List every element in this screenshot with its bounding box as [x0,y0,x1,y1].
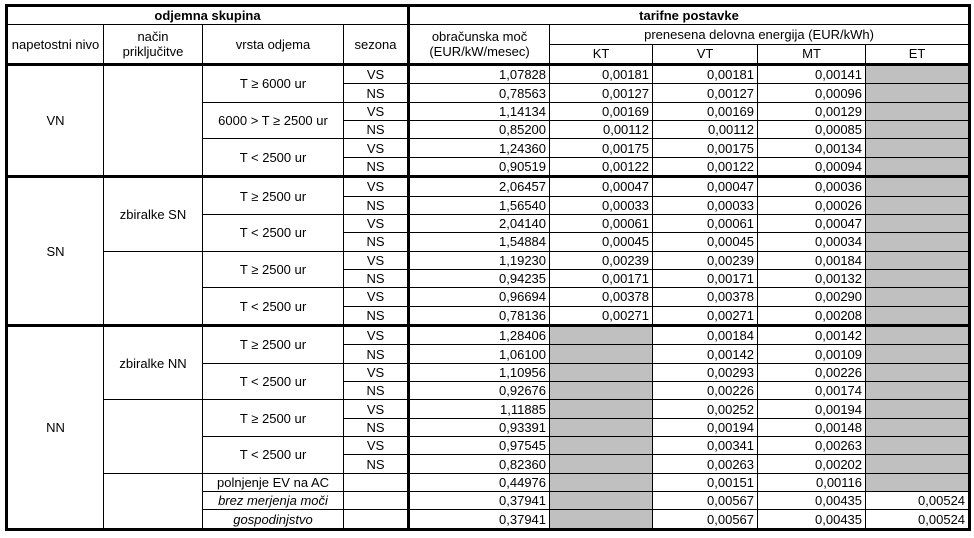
connection-type-cell [104,473,203,529]
season-cell [344,473,409,491]
vt-rate-cell: 0,00151 [653,473,758,491]
mt-rate-cell: 0,00026 [758,196,866,214]
season-cell: NS [344,196,409,214]
mt-rate-cell: 0,00194 [758,400,866,418]
consumption-type-cell: brez merjenja moči [203,492,344,510]
kt-rate-cell: 0,00171 [550,269,653,287]
power-rate-cell: 1,11885 [409,400,550,418]
vt-rate-cell: 0,00341 [653,437,758,455]
mt-rate-cell: 0,00047 [758,214,866,232]
consumption-type-cell: T < 2500 ur [203,214,344,251]
et-rate-cell [866,269,970,287]
season-cell: NS [344,121,409,139]
et-rate-cell [866,306,970,325]
mt-header: MT [758,44,866,64]
kt-rate-cell: 0,00047 [550,177,653,196]
kt-rate-cell [550,418,653,436]
kt-rate-cell: 0,00061 [550,214,653,232]
kt-rate-cell: 0,00181 [550,65,653,84]
vt-rate-cell: 0,00567 [653,492,758,510]
mt-rate-cell: 0,00174 [758,382,866,400]
connection-type-cell: zbiralke NN [104,325,203,399]
vt-rate-cell: 0,00263 [653,455,758,473]
mt-rate-cell: 0,00085 [758,121,866,139]
season-cell: VS [344,363,409,381]
power-rate-cell: 0,78136 [409,306,550,325]
kt-rate-cell [550,325,653,344]
table-row [7,65,970,84]
et-rate-cell [866,121,970,139]
kt-rate-cell: 0,00033 [550,196,653,214]
consumption-type-cell: gospodinjstvo [203,510,344,530]
kt-rate-cell [550,437,653,455]
et-rate-cell: 0,00524 [866,492,970,510]
kt-rate-cell: 0,00127 [550,84,653,102]
vt-rate-cell: 0,00181 [653,65,758,84]
vt-rate-cell: 0,00252 [653,400,758,418]
et-rate-cell [866,139,970,157]
et-rate-cell [866,363,970,381]
et-rate-cell [866,288,970,306]
table-row [7,400,970,418]
mt-rate-cell: 0,00141 [758,65,866,84]
power-rate-cell: 0,92676 [409,382,550,400]
vt-rate-cell: 0,00061 [653,214,758,232]
mt-rate-cell: 0,00148 [758,418,866,436]
power-rate-cell: 0,90519 [409,157,550,176]
consumption-type-cell: T < 2500 ur [203,288,344,326]
voltage-level-cell: VN [7,65,104,177]
season-cell: VS [344,177,409,196]
mt-rate-cell: 0,00202 [758,455,866,473]
consumption-type-cell: T ≥ 2500 ur [203,325,344,363]
mt-rate-cell: 0,00094 [758,157,866,176]
season-cell: NS [344,455,409,473]
vt-rate-cell: 0,00122 [653,157,758,176]
vt-rate-cell: 0,00194 [653,418,758,436]
consumption-type-cell: T < 2500 ur [203,139,344,177]
vt-rate-cell: 0,00127 [653,84,758,102]
kt-rate-cell [550,400,653,418]
et-rate-cell [866,157,970,176]
tariff-table [5,4,971,531]
kt-rate-cell: 0,00175 [550,139,653,157]
et-rate-cell [866,455,970,473]
season-cell: NS [344,269,409,287]
power-rate-cell: 1,14134 [409,102,550,120]
power-rate-cell: 1,07828 [409,65,550,84]
power-rate-cell: 1,28406 [409,325,550,344]
et-rate-cell [866,325,970,344]
season-cell: VS [344,102,409,120]
vt-rate-cell: 0,00271 [653,306,758,325]
power-rate-cell: 1,24360 [409,139,550,157]
mt-rate-cell: 0,00036 [758,177,866,196]
power-rate-cell: 0,97545 [409,437,550,455]
et-header: ET [866,44,970,64]
kt-rate-cell: 0,00271 [550,306,653,325]
voltage-header: napetostni nivo [7,25,104,65]
vt-rate-cell: 0,00112 [653,121,758,139]
vt-rate-cell: 0,00293 [653,363,758,381]
voltage-level-cell: SN [7,177,104,326]
table-row [7,473,970,491]
season-cell: NS [344,84,409,102]
connection-type-cell [104,400,203,473]
connection-type-cell [104,251,203,325]
season-cell: NS [344,382,409,400]
voltage-level-cell: NN [7,325,104,529]
consumption-type-cell: T ≥ 2500 ur [203,251,344,288]
power-rate-cell: 2,04140 [409,214,550,232]
season-cell: NS [344,306,409,325]
season-cell: VS [344,65,409,84]
vt-rate-cell: 0,00239 [653,251,758,269]
mt-rate-cell: 0,00435 [758,510,866,530]
consumption-type-cell: 6000 > T ≥ 2500 ur [203,102,344,139]
et-rate-cell: 0,00524 [866,510,970,530]
vt-rate-cell: 0,00169 [653,102,758,120]
et-rate-cell [866,177,970,196]
kt-header: KT [550,44,653,64]
kt-rate-cell [550,455,653,473]
mt-rate-cell: 0,00132 [758,269,866,287]
kt-rate-cell: 0,00378 [550,288,653,306]
tariff-header: tarifne postavke [409,6,970,25]
power-rate-cell: 1,56540 [409,196,550,214]
consumption-type-cell: T < 2500 ur [203,363,344,400]
season-cell: NS [344,418,409,436]
kt-rate-cell [550,510,653,530]
type-header: vrsta odjema [203,25,344,65]
mt-rate-cell: 0,00109 [758,345,866,363]
season-cell: NS [344,233,409,251]
connection-type-cell: zbiralke SN [104,177,203,251]
et-rate-cell [866,345,970,363]
et-rate-cell [866,102,970,120]
et-rate-cell [866,382,970,400]
vt-rate-cell: 0,00142 [653,345,758,363]
vt-header: VT [653,44,758,64]
et-rate-cell [866,233,970,251]
vt-rate-cell: 0,00226 [653,382,758,400]
et-rate-cell [866,400,970,418]
kt-rate-cell: 0,00239 [550,251,653,269]
mt-rate-cell: 0,00096 [758,84,866,102]
power-rate-cell: 0,94235 [409,269,550,287]
season-cell: VS [344,214,409,232]
group-header: odjemna skupina [7,6,409,25]
mt-rate-cell: 0,00226 [758,363,866,381]
season-cell: NS [344,157,409,176]
kt-rate-cell: 0,00122 [550,157,653,176]
season-cell: VS [344,400,409,418]
kt-rate-cell: 0,00045 [550,233,653,251]
vt-rate-cell: 0,00378 [653,288,758,306]
consumption-type-cell: polnjenje EV na AC [203,473,344,491]
power-rate-cell: 0,44976 [409,473,550,491]
season-header: sezona [344,25,409,65]
vt-rate-cell: 0,00175 [653,139,758,157]
kt-rate-cell: 0,00169 [550,102,653,120]
energy-header: prenesena delovna energija (EUR/kWh) [550,25,970,44]
season-cell: NS [344,345,409,363]
power-rate-cell: 0,78563 [409,84,550,102]
table-row [7,177,970,196]
connection-type-cell [104,65,203,177]
vt-rate-cell: 0,00045 [653,233,758,251]
kt-rate-cell [550,382,653,400]
mt-rate-cell: 0,00184 [758,251,866,269]
season-cell: VS [344,437,409,455]
power-header: obračunska moč (EUR/kW/mesec) [409,25,550,65]
mt-rate-cell: 0,00263 [758,437,866,455]
season-cell: VS [344,251,409,269]
vt-rate-cell: 0,00184 [653,325,758,344]
season-cell: VS [344,288,409,306]
season-cell [344,492,409,510]
consumption-type-cell: T ≥ 2500 ur [203,177,344,215]
et-rate-cell [866,473,970,491]
mt-rate-cell: 0,00290 [758,288,866,306]
kt-rate-cell: 0,00112 [550,121,653,139]
mt-rate-cell: 0,00134 [758,139,866,157]
consumption-type-cell: T ≥ 6000 ur [203,65,344,103]
mt-rate-cell: 0,00129 [758,102,866,120]
mt-rate-cell: 0,00116 [758,473,866,491]
et-rate-cell [866,196,970,214]
vt-rate-cell: 0,00047 [653,177,758,196]
table-row [7,251,970,269]
kt-rate-cell [550,345,653,363]
mt-rate-cell: 0,00034 [758,233,866,251]
mt-rate-cell: 0,00142 [758,325,866,344]
et-rate-cell [866,437,970,455]
mt-rate-cell: 0,00208 [758,306,866,325]
power-rate-cell: 1,06100 [409,345,550,363]
et-rate-cell [866,84,970,102]
vt-rate-cell: 0,00171 [653,269,758,287]
power-rate-cell: 1,10956 [409,363,550,381]
et-rate-cell [866,418,970,436]
power-rate-cell: 0,96694 [409,288,550,306]
season-cell: VS [344,325,409,344]
mt-rate-cell: 0,00435 [758,492,866,510]
connection-header: način priključitve [104,25,203,65]
kt-rate-cell [550,473,653,491]
consumption-type-cell: T ≥ 2500 ur [203,400,344,437]
power-rate-cell: 2,06457 [409,177,550,196]
season-cell: VS [344,139,409,157]
power-rate-cell: 1,54884 [409,233,550,251]
power-rate-cell: 1,19230 [409,251,550,269]
power-rate-cell: 0,82360 [409,455,550,473]
season-cell [344,510,409,530]
vt-rate-cell: 0,00567 [653,510,758,530]
et-rate-cell [866,65,970,84]
kt-rate-cell [550,363,653,381]
vt-rate-cell: 0,00033 [653,196,758,214]
et-rate-cell [866,214,970,232]
power-rate-cell: 0,93391 [409,418,550,436]
kt-rate-cell [550,492,653,510]
et-rate-cell [866,251,970,269]
power-rate-cell: 0,85200 [409,121,550,139]
table-row [7,325,970,344]
power-rate-cell: 0,37941 [409,510,550,530]
consumption-type-cell: T < 2500 ur [203,437,344,474]
power-rate-cell: 0,37941 [409,492,550,510]
